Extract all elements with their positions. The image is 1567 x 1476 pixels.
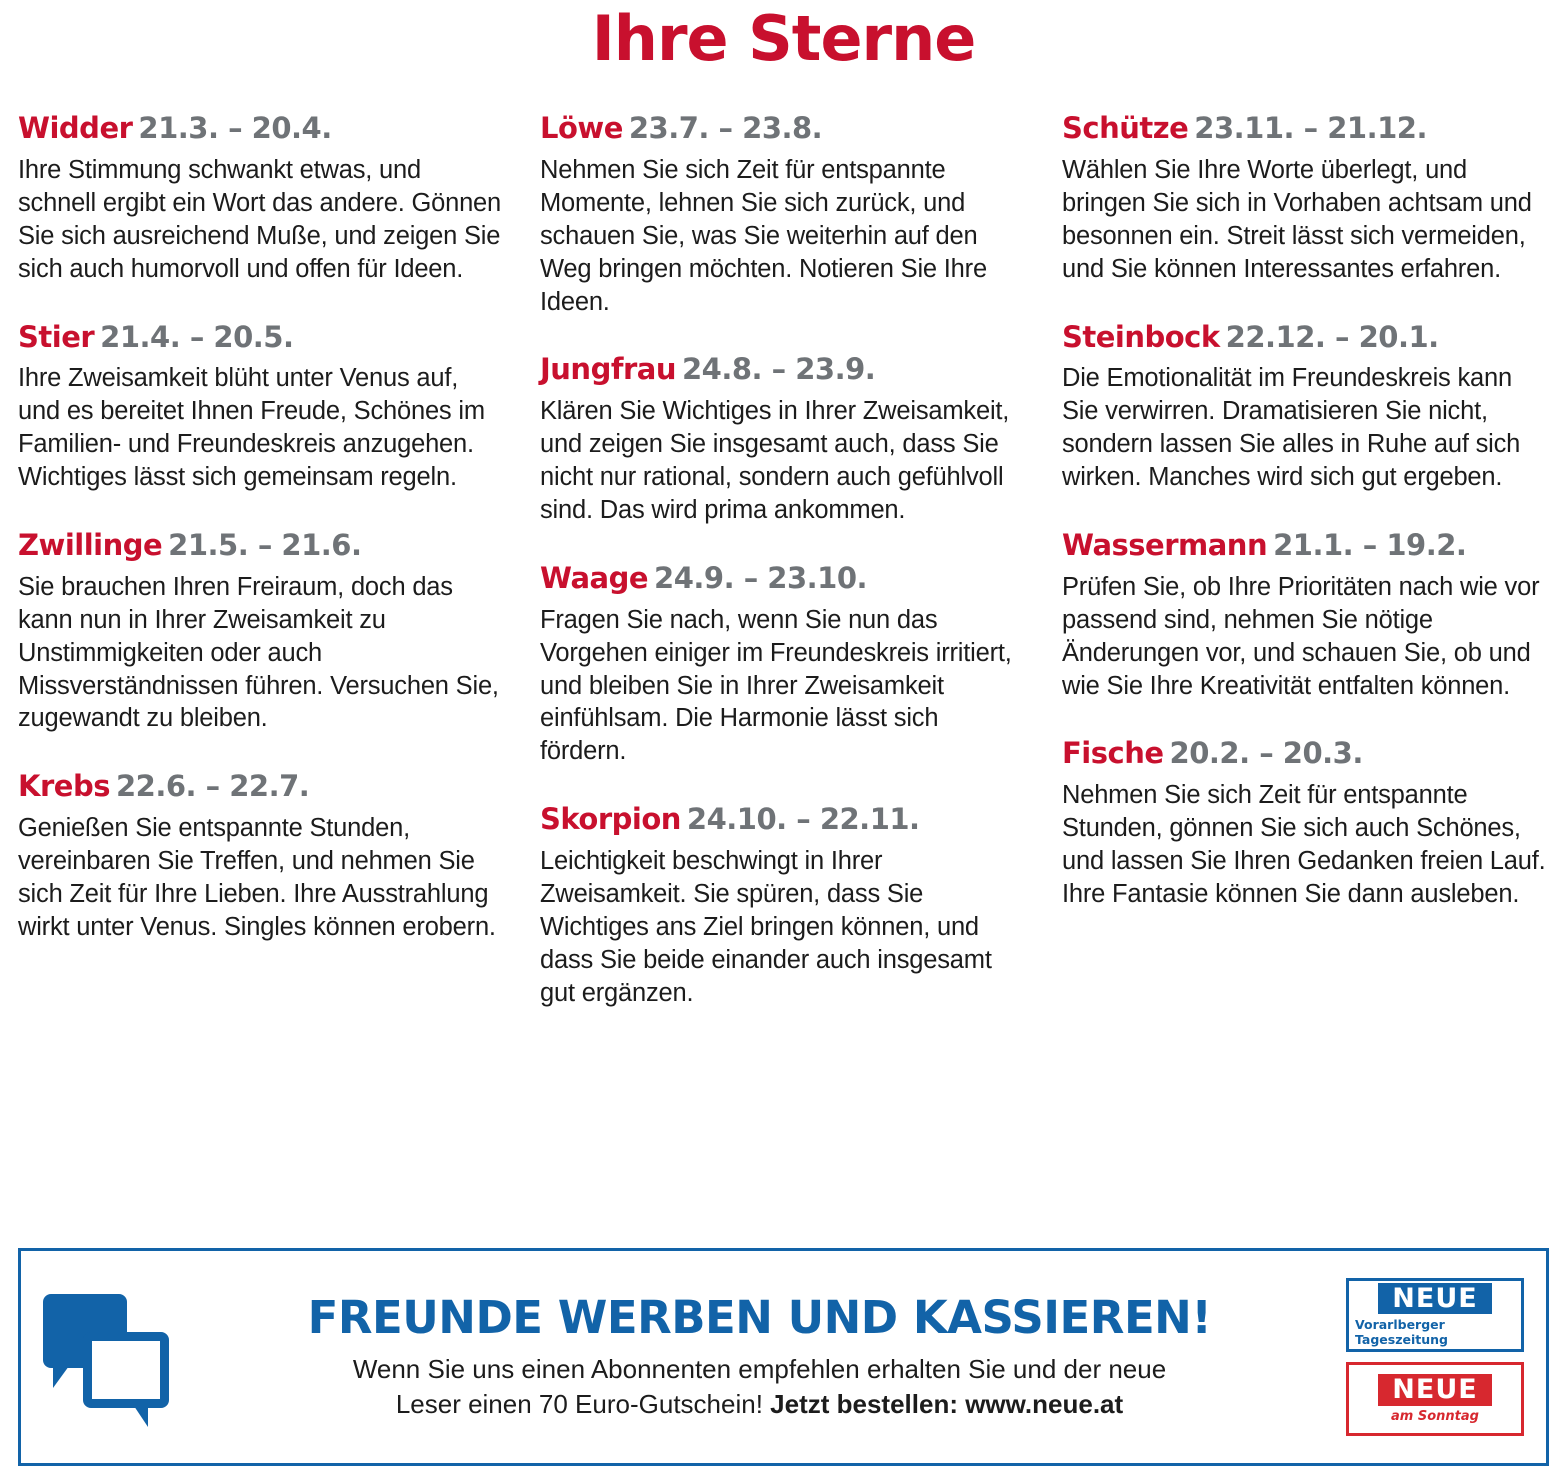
ad-line-2 — [201, 1387, 1318, 1421]
sign-name: Jungfrau — [540, 352, 676, 387]
ad-line-1: Wenn Sie uns einen Abonnenten empfehlen erhalten Sie und der neue — [352, 1354, 1167, 1385]
sign-text: Nehmen Sie sich Zeit für entspannte Momente, lehnen Sie sich zurück, und schauen Sie, was Sie weiterhin auf den Weg bringen möchten. Notieren Sie Ihre Ideen. — [540, 155, 987, 316]
sign-heading — [540, 804, 1026, 836]
sign-heading — [1062, 530, 1548, 562]
sign-heading — [18, 113, 504, 145]
sign-heading — [18, 530, 504, 562]
sign-name: Steinbock — [1062, 319, 1220, 354]
sign-dates: 22.12. – 20.1. — [1225, 319, 1439, 354]
sign-heading — [18, 771, 504, 803]
logo-neue-vorarlberger-tageszeitung — [1346, 1278, 1524, 1352]
page-title: Ihre Sterne — [591, 2, 976, 75]
horoscope-entry — [1062, 319, 1548, 494]
horoscope-entry — [18, 113, 504, 285]
sign-dates: 21.1. – 19.2. — [1273, 528, 1467, 562]
horoscope-entry — [540, 354, 1026, 526]
horoscope-entry — [1062, 738, 1548, 910]
logo-subtitle: Vorarlberger Tageszeitung — [1355, 1317, 1448, 1348]
sign-name: Krebs — [18, 769, 110, 804]
horoscope-entry — [540, 804, 1026, 1009]
logo-subtitle: am Sonntag — [1391, 1408, 1479, 1424]
sign-name: Widder — [18, 111, 133, 146]
sign-heading — [1062, 738, 1548, 770]
sign-text: Ihre Zweisamkeit blüht unter Venus auf, und es bereitet Ihnen Freude, Schönes im Familien- und Freundeskreis anzugehen. Wichtiges lässt sich gemeinsam regeln. — [18, 364, 485, 492]
subscriber-referral-ad[interactable] — [18, 1248, 1549, 1466]
sign-name: Skorpion — [540, 802, 681, 837]
ad-headline: FREUNDE WERBEN UND KASSIEREN! — [307, 1290, 1212, 1344]
sign-dates: 21.5. – 21.6. — [168, 528, 362, 562]
sign-text: Klären Sie Wichtiges in Ihrer Zweisamkeit, und zeigen Sie insgesamt auch, dass Sie nicht nur rational, sondern auch gefühlvoll sind. Das wird prima ankommen. — [540, 397, 1010, 524]
sign-text: Fragen Sie nach, wenn Sie nun das Vorgehen einiger im Freundeskreis irritiert, und bleiben Sie in Ihrer Zweisamkeit einfühlsam. Die Harmonie lässt sich fördern. — [540, 605, 1012, 766]
horoscope-column — [1062, 113, 1548, 1009]
sign-text: Nehmen Sie sich Zeit für entspannte Stunden, gönnen Sie sich auch Schönes, und lassen Sie Ihren Gedanken freien Lauf. Ihre Fantasie können Sie dann ausleben. — [1062, 781, 1546, 909]
horoscope-entry — [18, 771, 504, 943]
horoscope-entry — [18, 319, 504, 494]
sign-name: Waage — [540, 560, 649, 595]
sign-text: Genießen Sie entspannte Stunden, vereinbaren Sie Treffen, und nehmen Sie sich Zeit für Ihre Lieben. Ihre Ausstrahlung wirkt unter Venus. Singles können erobern. — [18, 814, 496, 941]
sign-dates: 24.9. – 23.10. — [654, 560, 868, 595]
sign-dates: 24.10. – 22.11. — [686, 802, 920, 837]
sign-dates: 23.7. – 23.8. — [628, 111, 823, 146]
sign-name: Zwillinge — [18, 528, 163, 562]
sign-heading — [1062, 319, 1548, 354]
sign-text: Die Emotionalität im Freundeskreis kann Sie verwirren. Dramatisieren Sie nicht, sondern lassen Sie alles in Ruhe auf sich wirken. Manches wird sich gut ergeben. — [1062, 364, 1521, 492]
logo-neue-am-sonntag — [1346, 1362, 1524, 1436]
horoscope-column — [540, 113, 1026, 1009]
sign-name: Löwe — [540, 111, 623, 146]
horoscope-entry — [18, 530, 504, 735]
sign-name: Schütze — [1062, 111, 1189, 146]
sign-name: Wassermann — [1062, 528, 1268, 562]
sign-name: Fische — [1062, 736, 1164, 771]
sign-heading — [540, 560, 1026, 595]
sign-text: Ihre Stimmung schwankt etwas, und schnell ergibt ein Wort das andere. Gönnen Sie sich ausreichend Muße, und zeigen Sie sich auch humorvoll und offen für Ideen. — [18, 155, 502, 283]
sign-name: Stier — [18, 319, 95, 354]
sign-heading — [540, 354, 1026, 386]
horoscope-entry — [540, 113, 1026, 318]
sign-heading — [540, 113, 1026, 145]
speech-bubbles-icon — [43, 1292, 173, 1422]
sign-heading — [18, 319, 504, 354]
ad-line-2-plain: Leser einen 70 Euro-Gutschein! — [395, 1388, 771, 1419]
ad-body — [191, 1290, 1328, 1421]
sign-dates: 21.4. – 20.5. — [100, 319, 294, 354]
ad-logos — [1346, 1278, 1524, 1436]
sign-dates: 20.2. – 20.3. — [1169, 736, 1363, 771]
horoscope-columns — [18, 81, 1549, 1009]
horoscope-entry — [1062, 530, 1548, 702]
ad-order-link[interactable]: Jetzt bestellen: www.neue.at — [770, 1388, 1124, 1419]
horoscope-entry — [1062, 113, 1548, 285]
logo-word: NEUE — [1378, 1374, 1491, 1406]
sign-dates: 22.6. – 22.7. — [115, 769, 310, 804]
sign-heading — [1062, 113, 1548, 145]
sign-text: Prüfen Sie, ob Ihre Prioritäten nach wie vor passend sind, nehmen Sie nötige Änderungen vor, und schauen Sie, ob und wie Sie Ihre Kreativität entfalten können. — [1062, 572, 1540, 700]
sign-text: Sie brauchen Ihren Freiraum, doch das kann nun in Ihrer Zweisamkeit zu Unstimmigkeiten oder auch Missverständnissen führen. Versuchen Sie, zugewandt zu bleiben. — [18, 572, 499, 733]
sign-text: Wählen Sie Ihre Worte überlegt, und bringen Sie sich in Vorhaben achtsam und besonnen ein. Streit lässt sich vermeiden, und Sie können Interessantes erfahren. — [1062, 155, 1532, 283]
horoscope-column — [18, 113, 504, 1009]
sign-dates: 21.3. – 20.4. — [138, 111, 332, 146]
sign-text: Leichtigkeit beschwingt in Ihrer Zweisamkeit. Sie spüren, dass Sie Wichtiges ans Ziel bringen können, und dass Sie beide einander auch insgesamt gut ergänzen. — [540, 847, 992, 1007]
logo-word: NEUE — [1378, 1283, 1491, 1315]
sign-dates: 23.11. – 21.12. — [1194, 111, 1427, 146]
horoscope-entry — [540, 560, 1026, 768]
sign-dates: 24.8. – 23.9. — [681, 352, 876, 387]
